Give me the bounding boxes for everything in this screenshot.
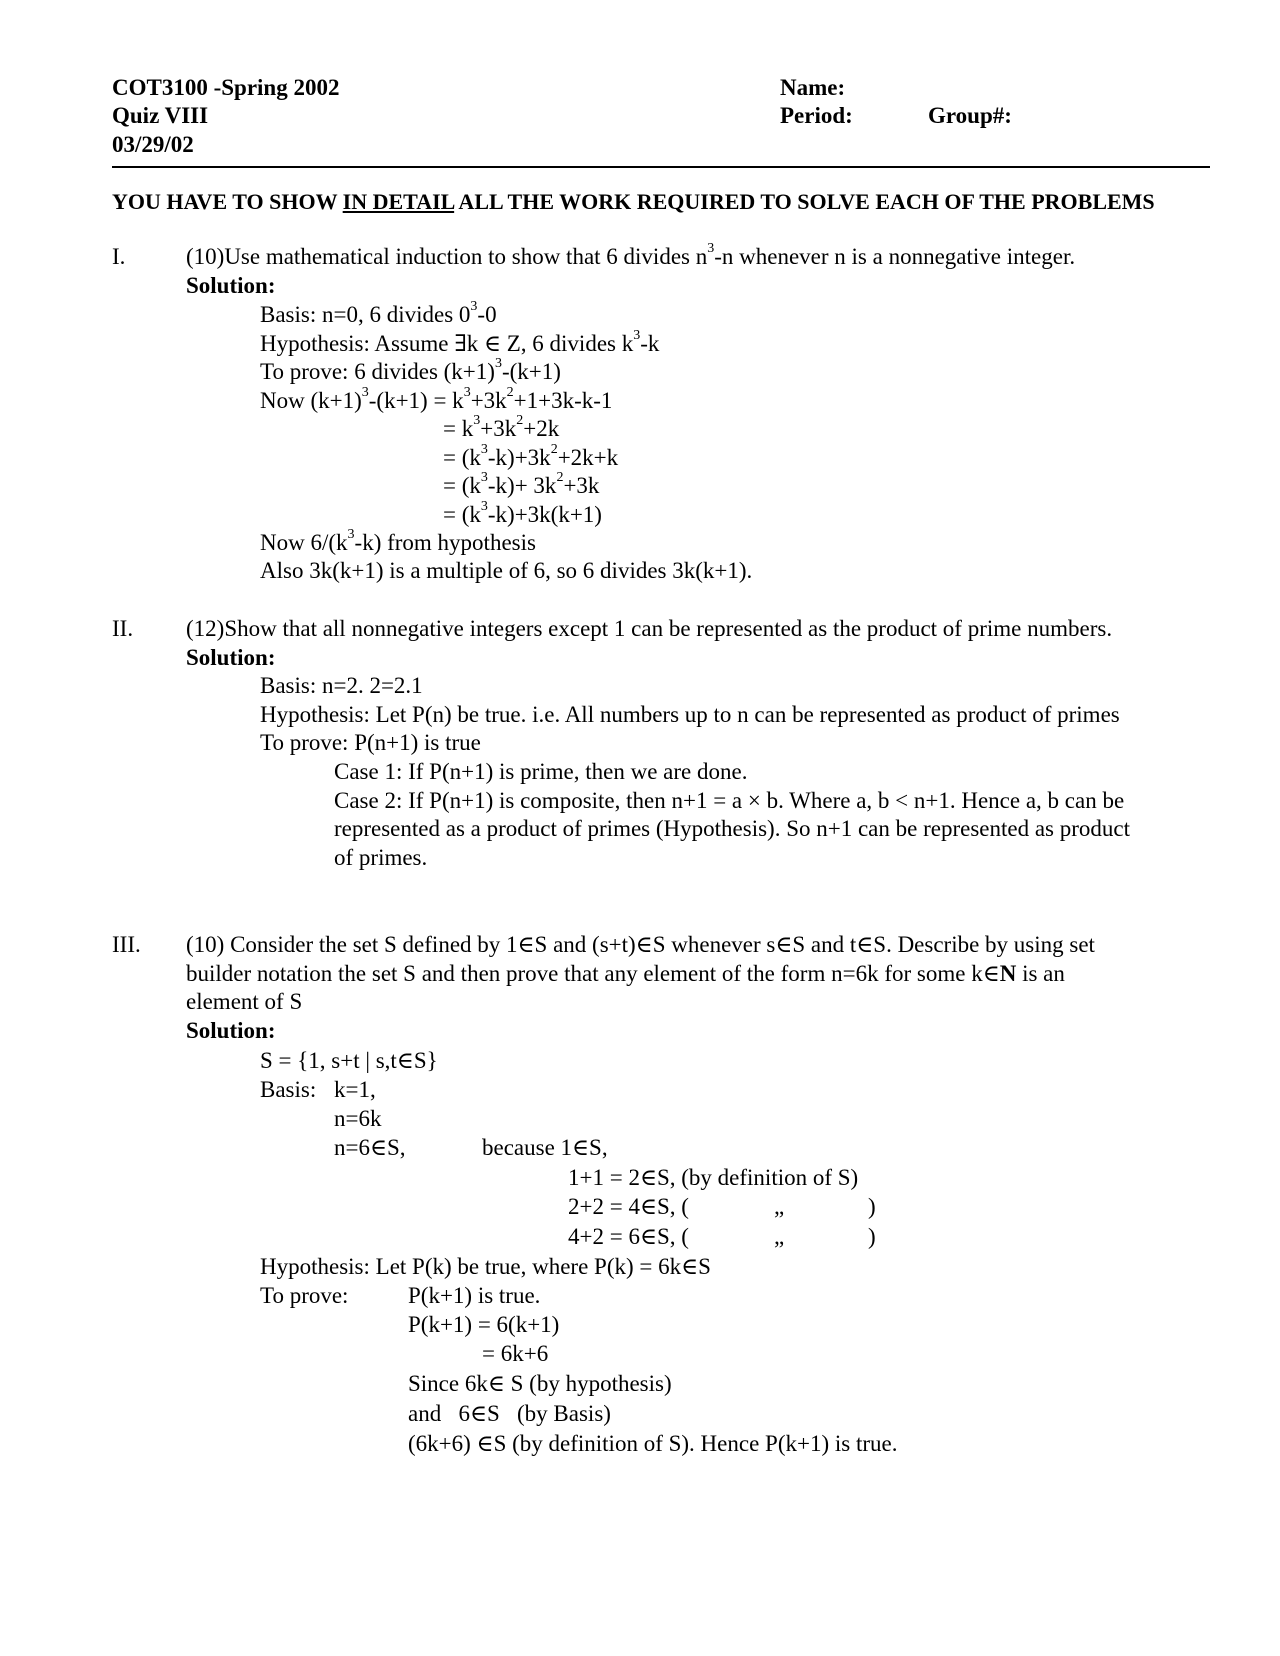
p2-basis: Basis: n=2. 2=2.1 [260, 673, 423, 698]
p1-from-hypothesis: Now $6/(k^3-k)$ from hypothesis [260, 527, 536, 555]
instruction [112, 189, 1155, 215]
p3-derivation-2: 2+2 = 4∈S, ( [568, 1194, 689, 1219]
problem-1-numeral: I. [112, 244, 126, 269]
instruction-underlined: IN DETAIL [342, 189, 455, 214]
p2-case-2-line-2: represented as a product of primes (Hypothesis). So n+1 can be represented as product [334, 816, 1130, 841]
problem-3-question-line-2: builder notation the set S and then prove that any element of the form n=6k for some k∈N is an [186, 961, 1065, 986]
p3-and-6: and 6∈S (by Basis) [408, 1401, 611, 1426]
problem-3-question-line-3: element of S [186, 989, 303, 1014]
group-label: Group#: [928, 103, 1012, 128]
p3-n-equals-6-in-s: n=6∈S, [334, 1135, 406, 1160]
p3-since: Since 6k∈ S (by hypothesis) [408, 1371, 672, 1396]
p1-eq-3: = $(k^3-k)+ 3k^2+3k$ [443, 470, 600, 498]
p3-final: (6k+6) ∈S (by definition of S). Hence P(k+1) is true. [408, 1431, 898, 1456]
instruction-pre: YOU HAVE TO SHOW [112, 189, 343, 214]
p3-ditto-mark-1: „ [774, 1194, 785, 1219]
problem-2-solution-label: Solution: [186, 645, 276, 670]
p3-pk1-equation: P(k+1) = 6(k+1) [408, 1312, 560, 1337]
course-title: COT3100 -Spring 2002 [112, 75, 340, 100]
p1-eq-4: = $(k^3-k)+3k(k+1)$ [443, 499, 602, 527]
problem-2-numeral: II. [112, 616, 134, 641]
header-divider [112, 166, 1210, 168]
p3-close-paren-2: ) [868, 1224, 876, 1249]
p3-equation-2: = 6k+6 [482, 1341, 549, 1366]
problem-1-question: (10)Use mathematical induction to show that 6 divides $n^3-n$ whenever n is a nonnegative integer. [186, 241, 1076, 269]
problem-2-question: (12)Show that all nonnegative integers except 1 can be represented as the product of prime numbers. [186, 616, 1113, 641]
p1-hypothesis: Hypothesis: Assume ∃k ∈ Z, 6 divides $k^3-k$ [260, 328, 660, 356]
problem-3-solution-label: Solution: [186, 1018, 276, 1043]
p1-eq-1: = $k^3+3k^2+2k$ [443, 413, 560, 441]
p3-pk1-true: P(k+1) is true. [408, 1283, 541, 1308]
instruction-post: ALL THE WORK REQUIRED TO SOLVE EACH OF THE PROBLEMS [454, 189, 1155, 214]
p3-hypothesis: Hypothesis: Let P(k) be true, where P(k) = 6k∈S [260, 1254, 711, 1279]
problem-3-question-line-1: (10) Consider the set S defined by 1∈S and (s+t)∈S whenever s∈S and t∈S. Describe by using set [186, 932, 1095, 957]
p3-set-definition: S = {1, s+t | s,t∈S} [260, 1048, 438, 1073]
p3-close-paren-1: ) [868, 1194, 876, 1219]
name-label: Name: [780, 75, 846, 100]
p2-to-prove: To prove: P(n+1) is true [260, 730, 481, 755]
p1-eq-2: = $(k^3-k)+3k^2+2k+k$ [443, 442, 619, 470]
p2-hypothesis: Hypothesis: Let P(n) be true. i.e. All numbers up to n can be represented as product of primes [260, 702, 1120, 727]
problem-3-numeral: III. [112, 932, 141, 957]
p2-case-2-line-1: Case 2: If P(n+1) is composite, then n+1 = a × b. Where a, b < n+1. Hence a, b can be [334, 788, 1125, 813]
problem-1-solution-label: Solution: [186, 273, 276, 298]
p3-because: because 1∈S, [482, 1135, 608, 1160]
p3-derivation-1: 1+1 = 2∈S, (by definition of S) [568, 1165, 859, 1190]
p1-basis: Basis: n=0, 6 divides $0^3-0$ [260, 299, 497, 327]
p2-case-2-line-3: of primes. [334, 845, 428, 870]
p1-now-expansion: Now $(k+1)^3-(k+1) = k^3+3k^2+1+3k-k-1$ [260, 385, 613, 413]
p1-to-prove: To prove: 6 divides $(k+1)^3-(k+1)$ [260, 356, 561, 384]
period-label: Period: [780, 103, 853, 128]
p1-conclusion: Also 3k(k+1) is a multiple of 6, so 6 divides 3k(k+1). [260, 558, 753, 583]
quiz-number: Quiz VIII [112, 103, 209, 128]
p3-n-equals-6k: n=6k [334, 1106, 382, 1131]
quiz-date: 03/29/02 [112, 132, 194, 157]
p3-basis-label: Basis: [260, 1077, 317, 1102]
p3-k-equals-1: k=1, [334, 1077, 376, 1102]
p3-to-prove-label: To prove: [260, 1283, 349, 1308]
p3-ditto-mark-2: „ [774, 1224, 785, 1249]
p3-derivation-3: 4+2 = 6∈S, ( [568, 1224, 689, 1249]
p2-case-1: Case 1: If P(n+1) is prime, then we are done. [334, 759, 748, 784]
